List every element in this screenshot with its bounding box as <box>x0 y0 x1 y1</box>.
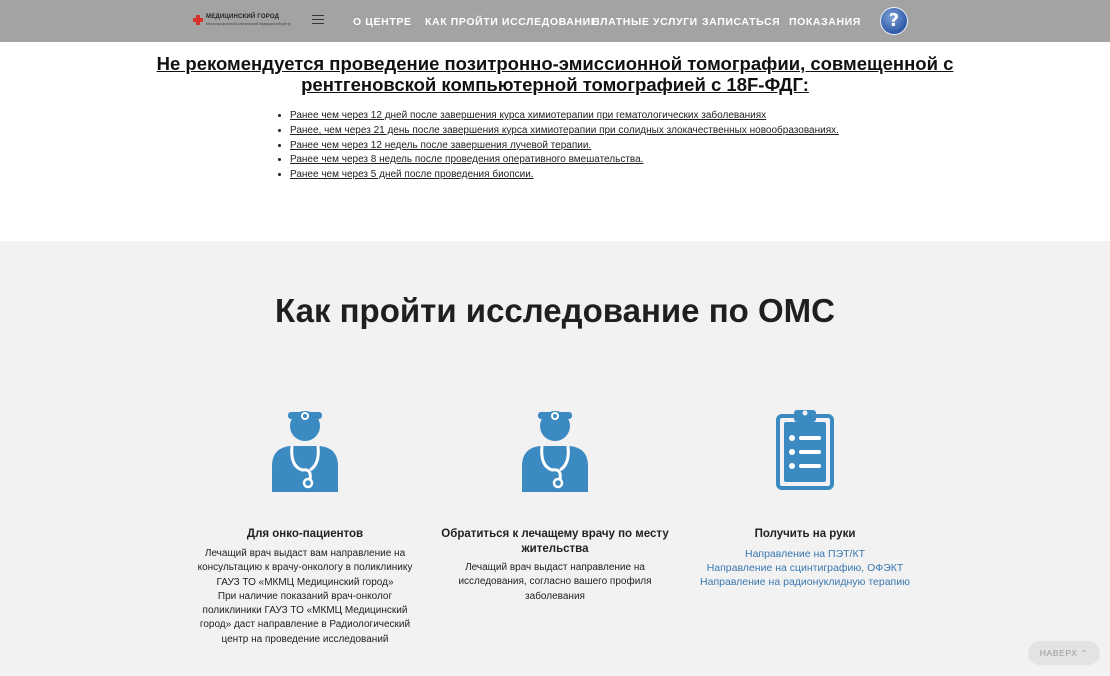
text-line: исследования, согласно вашего профиля <box>458 576 652 588</box>
list-item: • Ранее чем через 12 дней после завершения курса химиотерапии при гематологических заболеваниях <box>290 109 839 124</box>
clipboard-icon <box>776 408 834 490</box>
column-description <box>185 547 425 647</box>
nav-item-paid-services[interactable]: ПЛАТНЫЕ УСЛУГИ <box>592 16 698 28</box>
doctor-icon <box>272 408 338 492</box>
oms-section <box>0 241 1110 676</box>
link-pet-ct-referral[interactable]: Направление на ПЭТ/КТ <box>744 548 866 560</box>
column-links <box>685 547 925 589</box>
text-line: консультацию к врачу-онкологу в поликлинику <box>197 562 413 574</box>
column-heading <box>435 527 675 556</box>
text-line: город» даст направление в Радиологический <box>199 619 411 631</box>
link-scintigraphy-referral[interactable]: Направление на сцинтиграфию, ОФЭКТ <box>706 562 904 574</box>
text-line: ГАУЗ ТО «МКМЦ Медицинский город» <box>216 576 394 588</box>
list-item: • Ранее чем через 12 недель после завершения лучевой терапии. <box>290 139 839 154</box>
red-cross-icon <box>193 15 203 25</box>
text-line: Лечащий врач выдаст направление на <box>465 562 645 573</box>
doctor-icon <box>522 408 588 492</box>
heading-line: Обратиться к лечащему врачу по месту <box>441 528 669 540</box>
hamburger-menu-icon[interactable] <box>312 15 324 25</box>
scroll-to-top-button[interactable] <box>1028 641 1100 665</box>
nav-item-about[interactable]: О ЦЕНТРЕ <box>353 16 412 28</box>
help-question-icon[interactable]: ? <box>880 7 908 35</box>
heading-line: жительства <box>521 542 589 555</box>
top-header <box>0 0 1110 42</box>
link-radionuclide-therapy-referral[interactable]: Направление на радионуклидную терапию <box>700 576 910 588</box>
nav-item-how-to[interactable]: КАК ПРОЙТИ ИССЛЕДОВАНИЕ <box>425 16 599 28</box>
warning-heading: Не рекомендуется проведение позитронно-эмиссионной томографии, совмещенной с рентгеновской компьютерной томографией с 18F-ФДГ: <box>156 53 954 95</box>
logo-title: МЕДИЦИНСКИЙ ГОРОД <box>206 14 280 20</box>
text-line: центр на проведение исследований <box>221 633 389 645</box>
text-line: При наличие показаний врач-онколог <box>217 590 393 602</box>
column-heading: Для онко-пациентов <box>246 528 364 540</box>
list-item: • Ранее чем через 5 дней после проведения биопсии. <box>290 168 839 183</box>
warning-list <box>276 109 839 183</box>
nav-item-indications[interactable]: ПОКАЗАНИЯ <box>789 16 861 28</box>
site-logo[interactable] <box>193 13 291 29</box>
scroll-to-top-label: НАВЕРХ <box>1039 648 1078 658</box>
column-heading: Получить на руки <box>754 528 856 540</box>
logo-subtitle: Многопрофильный клинический медицинский центр <box>206 22 291 26</box>
list-item: • Ранее, чем через 21 день после завершения курса химиотерапии при солидных злокачественных новообразованиях. <box>290 124 839 139</box>
chevron-up-icon: ⌃ <box>1080 648 1089 658</box>
oms-section-title: Как пройти исследование по ОМС <box>275 292 835 329</box>
text-line: поликлиники ГАУЗ ТО «МКМЦ Медицинский <box>202 605 408 617</box>
list-item: • Ранее чем через 8 недель после проведения оперативного вмешательства. <box>290 153 839 168</box>
nav-item-appointment[interactable]: ЗАПИСАТЬСЯ <box>702 16 781 28</box>
text-line: Лечащий врач выдаст вам направление на <box>204 548 406 559</box>
column-description <box>435 561 675 604</box>
text-line: заболевания <box>525 590 585 602</box>
